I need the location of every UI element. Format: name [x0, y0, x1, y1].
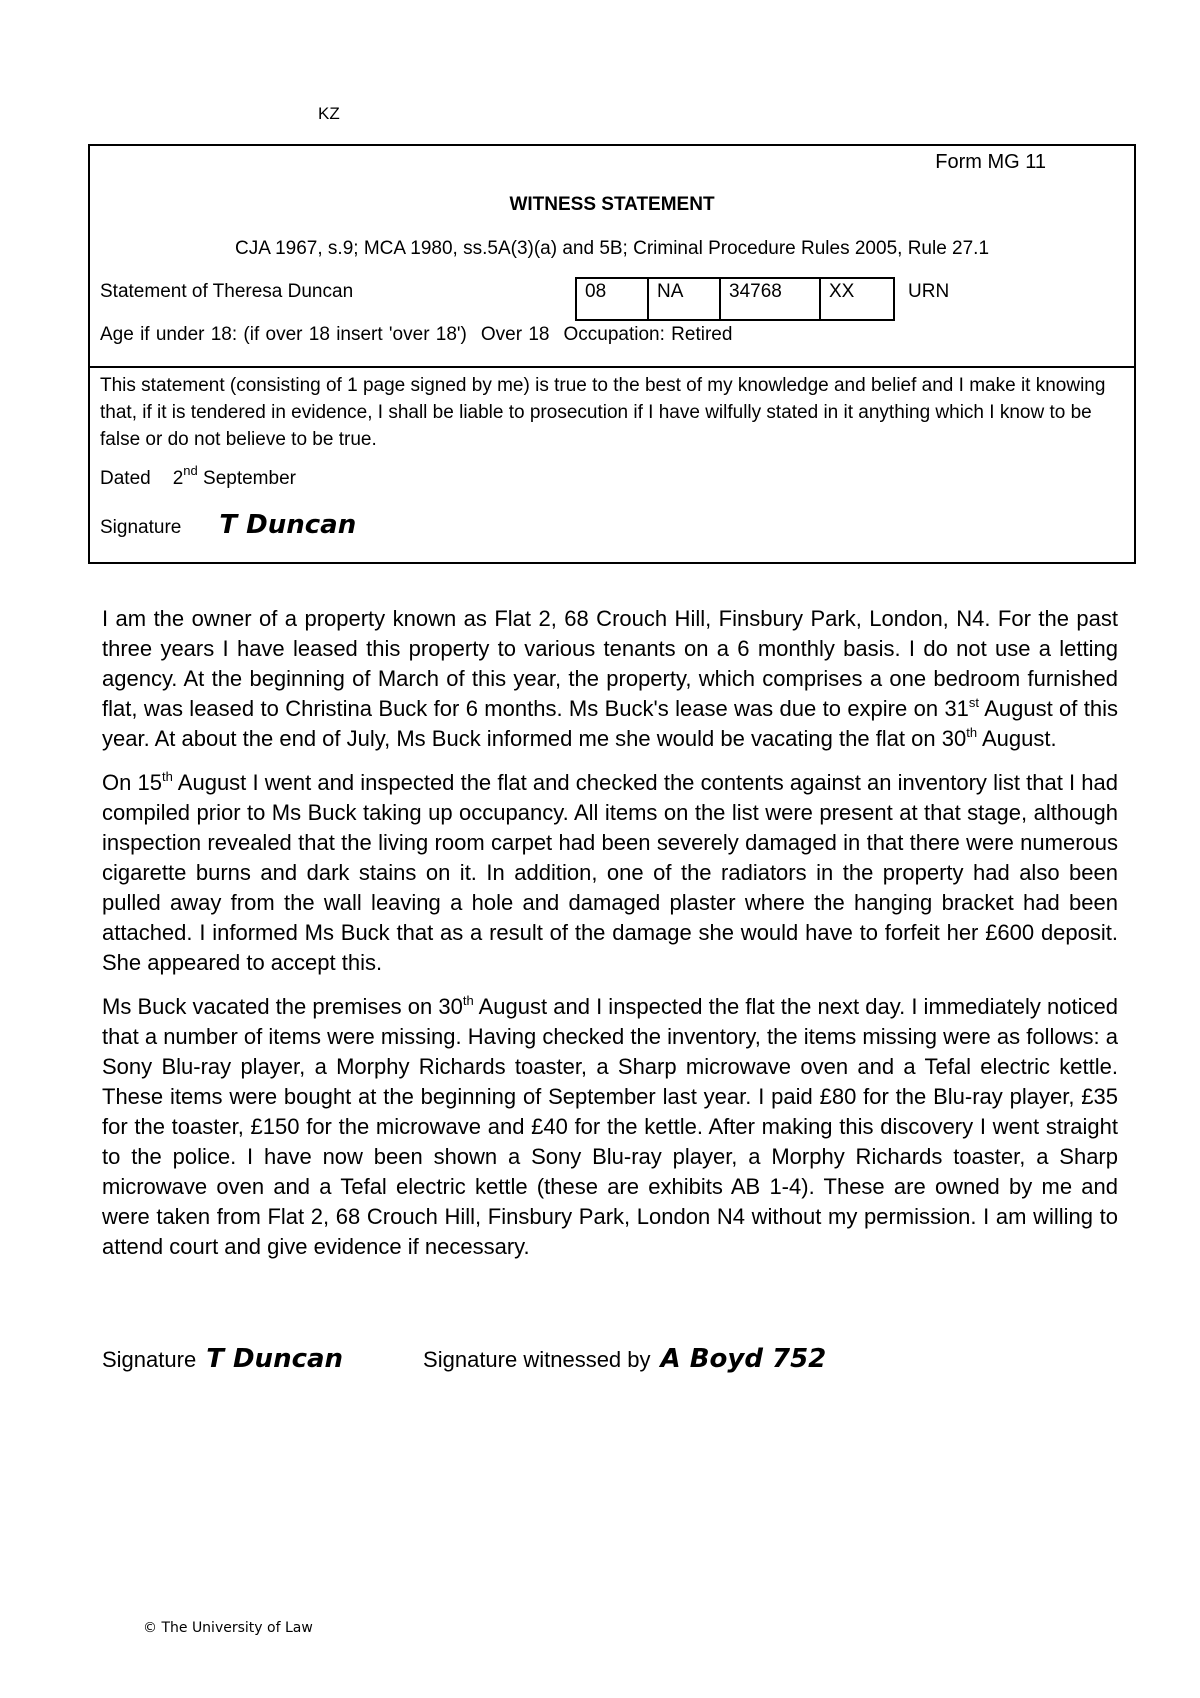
witnessed-label: Signature witnessed by [423, 1347, 651, 1372]
p1-text-c: August. [977, 726, 1057, 751]
p2-text-a: On 15 [102, 770, 162, 795]
paragraph-3 [102, 992, 1118, 1262]
legal-basis: CJA 1967, s.9; MCA 1980, ss.5A(3)(a) and 5B; Criminal Procedure Rules 2005, Rule 27.1 [234, 238, 990, 259]
urn-box-number: 34768 [721, 279, 821, 319]
dated-value [172, 463, 296, 489]
form-signature: T Duncan [219, 510, 357, 540]
p2-text-b: August I went and inspected the flat and checked the contents against an inventory list that I had compiled prior to Ms Buck taking up occupancy. All items on the list were present at that stage, although inspection revealed that the living room carpet had been severely damaged in that there were numerous cigarette burns and dark stains on it. In addition, one of the radiators in the property had also been pulled away from the wall leaving a hole and damaged plaster where the hanging bracket had been attached. I informed Ms Buck that as a result of the damage she would have to forfeit her £600 deposit. She appeared to accept this. [102, 770, 1118, 975]
urn-box-station: NA [649, 279, 721, 319]
p2-sup: th [162, 769, 173, 784]
form-title: WITNESS STATEMENT [509, 194, 715, 215]
closing-signature-label: Signature [102, 1347, 197, 1372]
header-mark: KZ [318, 104, 340, 123]
p1-text-a: I am the owner of a property known as Flat 2, 68 Crouch Hill, Finsbury Park, London, N4. For the past three years I have leased this property to various tenants on a 6 monthly basis. I do not use a letting agency. At the beginning of March of this year, the property, which comprises a one bedroom furnished flat, was leased to Christina Buck for 6 months. Ms Buck's lease was due to expire on 31 [102, 606, 1118, 721]
form-reference: Form MG 11 [935, 151, 1046, 173]
paragraph-2 [102, 768, 1118, 978]
declaration-section [90, 368, 1134, 562]
form-signature-label: Signature [100, 517, 182, 538]
age-occupation-line [100, 324, 746, 346]
dated-suffix: nd [183, 463, 198, 478]
form-signature-line [100, 510, 356, 540]
dated-day: 2 [172, 468, 184, 489]
closing-signatures [102, 1344, 826, 1374]
age-label: Age if under 18: (if over 18 insert 'over 18') [100, 324, 467, 345]
occupation: Occupation: Retired [563, 324, 733, 345]
urn-box-force: 08 [577, 279, 649, 319]
p1-sup-1: st [968, 695, 980, 710]
dated-label: Dated [100, 468, 151, 489]
witness-signature: A Boyd 752 [660, 1344, 827, 1374]
dated-line [100, 463, 296, 490]
p3-sup: th [462, 993, 474, 1008]
statement-body [102, 604, 1118, 1276]
copyright-footer: © The University of Law [143, 1620, 313, 1636]
p3-text-a: Ms Buck vacated the premises on 30 [102, 994, 463, 1019]
urn-boxes [575, 277, 895, 321]
closing-signature: T Duncan [206, 1344, 344, 1374]
p3-text-b: August and I inspected the flat the next day. I immediately noticed that a number of items were missing. Having checked the inventory, the items missing were as follows: a Sony Blu-ray player, a Morphy Richards toaster, a Sharp microwave oven and a Tefal electric kettle. These items were bought at the beginning of September last year. I paid £80 for the Blu-ray player, £35 for the toaster, £150 for the microwave and £40 for the kettle. After making this discovery I went straight to the police. I have now been shown a Sony Blu-ray player, a Morphy Richards toaster, a Sharp microwave oven and a Tefal electric kettle (these are exhibits AB 1-4). These are owned by me and were taken from Flat 2, 68 Crouch Hill, Finsbury Park, London N4 without my permission. I am willing to attend court and give evidence if necessary. [102, 994, 1118, 1259]
declaration-text: This statement (consisting of 1 page signed by me) is true to the best of my knowledge and belief and I make it knowing that, if it is tendered in evidence, I shall be liable to prosecution if I have wilfully stated in it anything which I know to be false or do not believe to be true. [100, 375, 1106, 450]
form-header-section [90, 146, 1134, 368]
dated-month: September [197, 468, 296, 489]
urn-label: URN [908, 281, 950, 302]
urn-box-year: XX [829, 281, 855, 302]
p1-sup-2: th [966, 725, 978, 740]
witness-form-box [88, 144, 1136, 564]
statement-of: Statement of Theresa Duncan [100, 281, 354, 302]
p1-text-b: August of this year. At about the end of July, Ms Buck informed me she would be vacating the flat on 30 [102, 696, 1119, 751]
age-value: Over 18 [480, 324, 550, 345]
paragraph-1 [102, 604, 1118, 754]
